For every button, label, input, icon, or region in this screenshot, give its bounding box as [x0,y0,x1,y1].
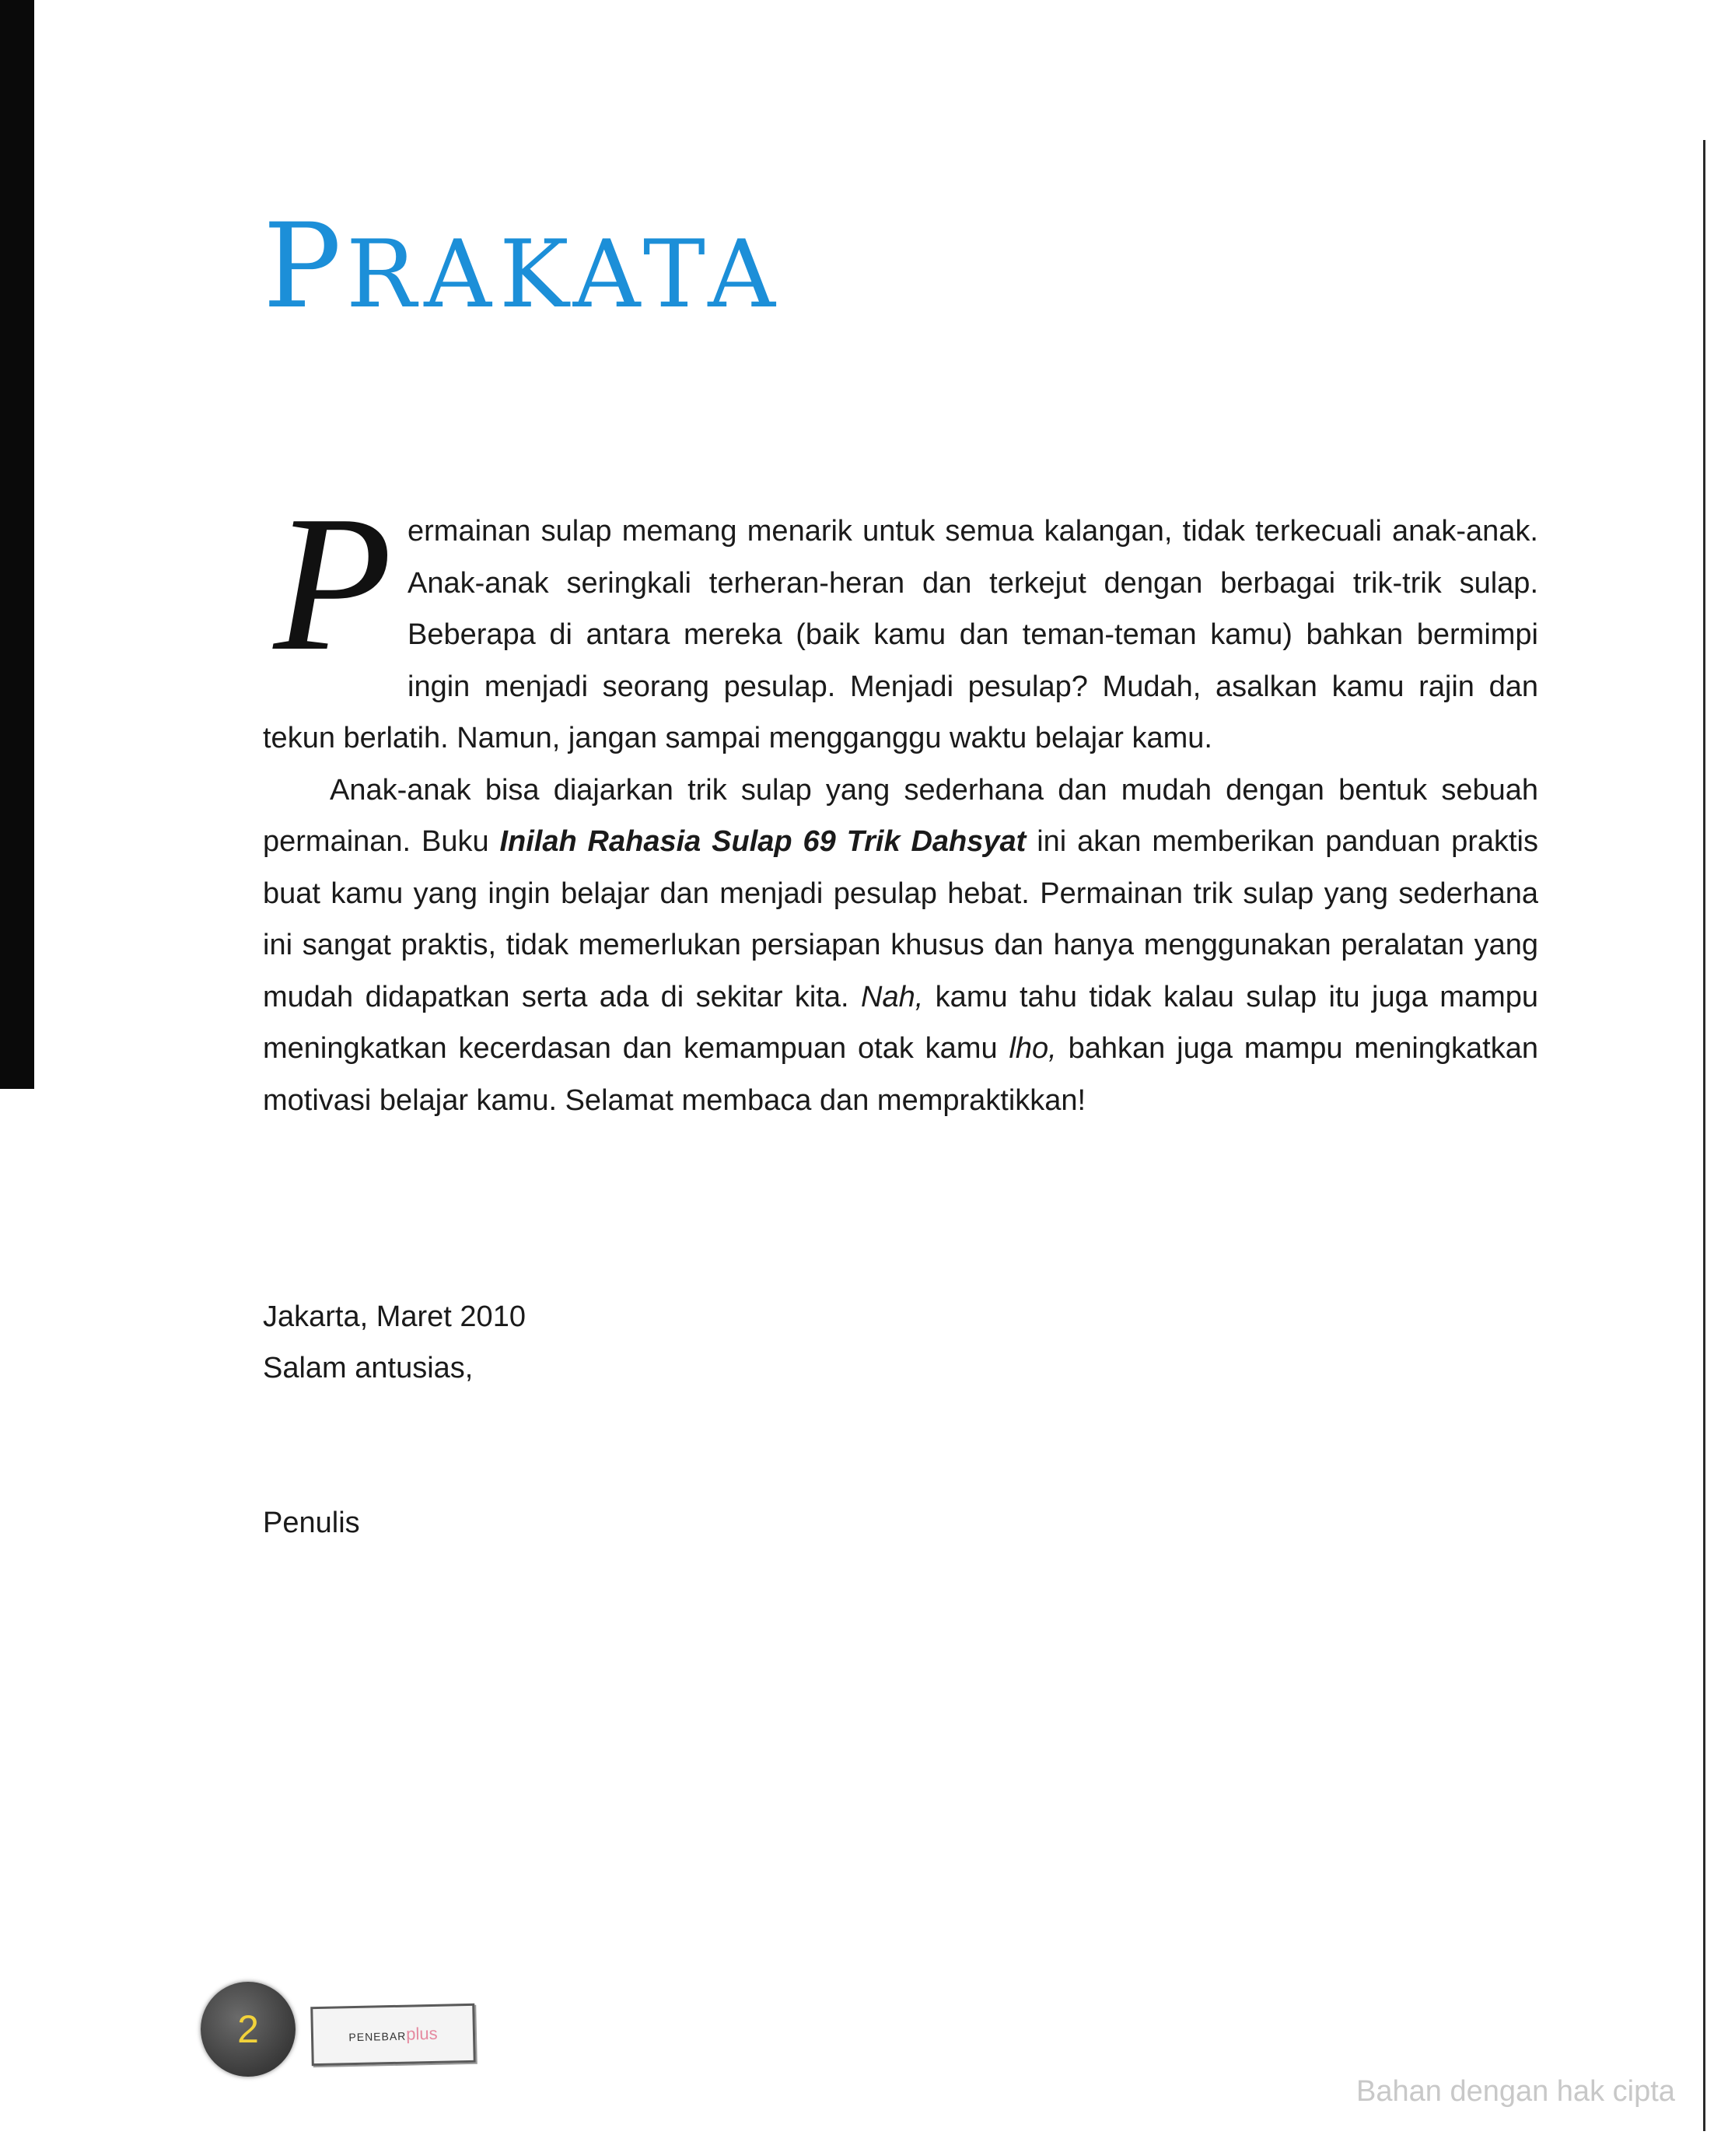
emphasis-nah: Nah, [861,980,924,1013]
body-text [263,476,1539,1126]
title-first-letter: P [263,199,346,334]
scan-edge-bar [0,0,34,1089]
greeting: Salam antusias, [263,1352,474,1384]
publisher-logo [310,2004,476,2066]
paragraph-2-text-d: bahkan juga mampu meningkatkan motivasi belajar kamu. Selamat membaca dan mempraktikkan! [263,1032,1539,1117]
paragraph-1-text: ermainan sulap memang menarik untuk semua kalangan, tidak terkecuali anak-anak. Anak-anak seringkali terheran-heran dan terkejut dengan berbagai trik-trik sulap. Beberapa di antara mereka (baik kamu dan teman-teman kamu) bahkan bermimpi ingin menjadi seorang pesulap. Menjadi pesulap? Mudah, asalkan kamu rajin dan tekun berlatih. Namun, jangan sampai mengganggu waktu belajar kamu. [263,515,1538,754]
title-rest: RAKATA [345,221,783,329]
page-number: 2 [237,2007,259,2051]
place-date: Jakarta, Maret 2010 [263,1300,526,1333]
drop-cap: P [273,476,393,691]
paragraph-1 [263,476,1538,765]
author: Penulis [263,1507,360,1539]
page-number-badge [201,1982,296,2077]
paragraph-2 [263,765,1538,1127]
publisher-suffix: plus [406,2023,438,2044]
paragraph-2-text-a: Anak-anak bisa diajarkan trik sulap yang sederhana dan mudah dengan bentuk sebuah permainan. Buku [263,773,1538,858]
copyright-watermark: Bahan dengan hak cipta [1356,2075,1675,2108]
paragraph-2-text-b: ini akan memberikan panduan praktis buat kamu yang ingin belajar dan menjadi pesulap hebat. Permainan trik sulap yang sederhana ini sangat praktis, tidak memerlukan persiapan khusus dan hanya menggunakan peralatan yang mudah didapatkan serta ada di sekitar kita. [263,825,1538,1013]
publisher-name: PENEBAR [348,2029,407,2044]
paragraph-2-text-c: kamu tahu tidak kalau sulap itu juga mampu meningkatkan kecerdasan dan kemampuan otak kamu [263,980,1538,1065]
scan-edge-line [1703,140,1705,2131]
signoff [263,1291,526,1394]
book-title: Inilah Rahasia Sulap 69 Trik Dahsyat [499,825,1027,858]
emphasis-lho: lho, [1009,1032,1057,1065]
page-title [263,199,783,334]
